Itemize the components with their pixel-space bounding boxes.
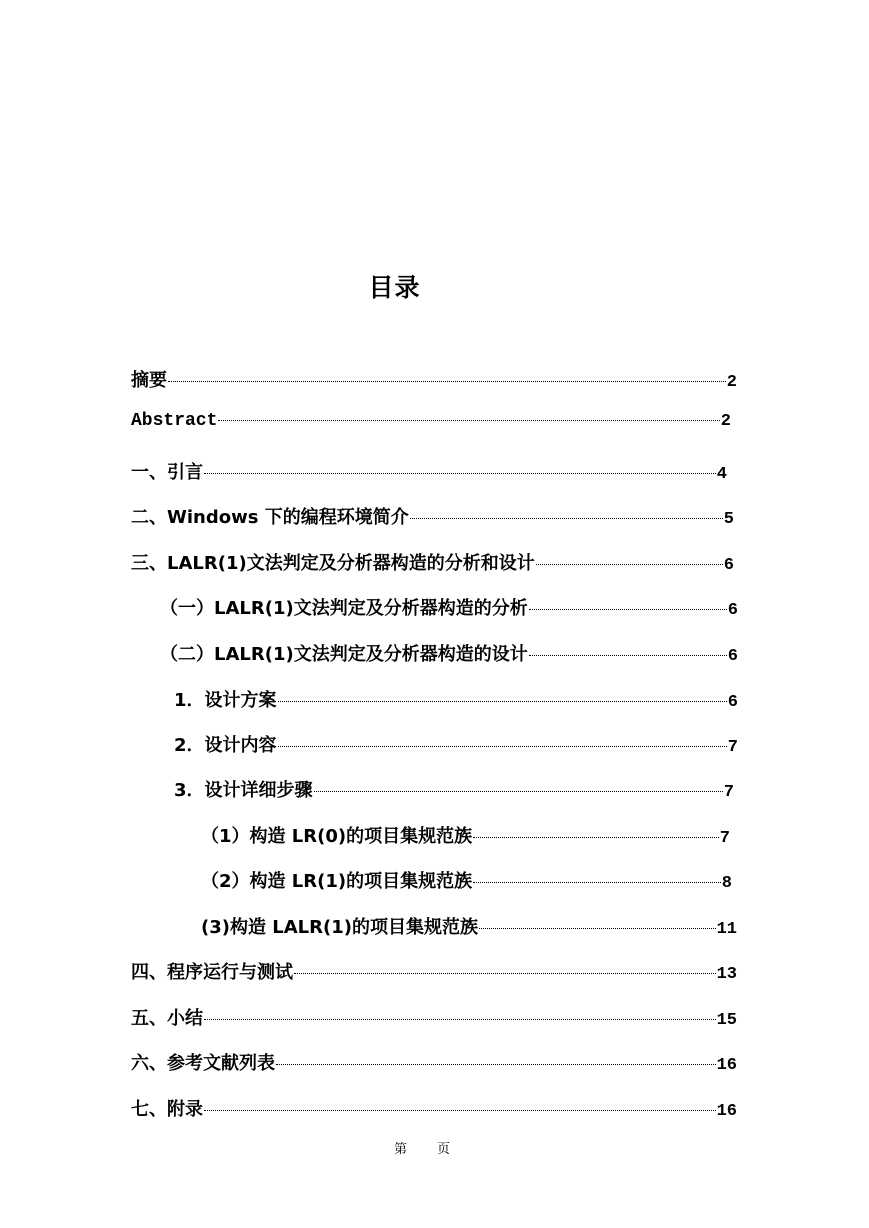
toc-entry-text: 七、附录	[131, 1099, 203, 1120]
footer-left: 第	[394, 1142, 408, 1157]
toc-entry-references[interactable]	[131, 1049, 737, 1075]
dot-leader	[314, 791, 723, 792]
toc-entry-text: 一、引言	[131, 462, 203, 483]
toc-entry-text: 六、参考文献列表	[131, 1053, 275, 1074]
dot-leader	[278, 701, 727, 702]
toc-entry-design-steps[interactable]	[174, 776, 734, 802]
dot-leader	[204, 473, 716, 474]
toc-entry-text: 三、LALR(1)文法判定及分析器构造的分析和设计	[131, 553, 535, 574]
toc-entry-text: 二、Windows 下的编程环境简介	[131, 507, 409, 528]
toc-entry-page: 7	[719, 829, 730, 848]
toc-entry-page: 4	[716, 465, 727, 484]
toc-entry-page: 5	[723, 510, 734, 529]
toc-entry-text: （2）构造 LR(1)的项目集规范族	[201, 871, 473, 892]
toc-entry-page: 6	[727, 647, 738, 666]
toc-entry-page: 7	[727, 738, 738, 757]
toc-entry-lalr1[interactable]	[201, 913, 737, 939]
toc-entry-page: 16	[716, 1102, 737, 1121]
page-footer	[394, 1138, 450, 1157]
toc-entry-appendix[interactable]	[131, 1095, 737, 1121]
toc-entry-text: （二）LALR(1)文法判定及分析器构造的设计	[160, 644, 528, 665]
dot-leader	[473, 882, 721, 883]
dot-leader	[529, 609, 727, 610]
toc-entry-design-content[interactable]	[174, 731, 738, 757]
toc-entry-text: 摘要	[131, 370, 167, 391]
toc-entry-page: 2	[720, 412, 731, 431]
toc-entry-page: 11	[716, 920, 737, 939]
toc-entry-text: 1．设计方案	[174, 690, 277, 711]
toc-entry-page: 8	[721, 874, 732, 893]
dot-leader	[294, 973, 716, 974]
footer-right: 页	[437, 1142, 451, 1157]
dot-leader	[529, 655, 727, 656]
toc-entry-text: (3)构造 LALR(1)的项目集规范族	[201, 917, 478, 938]
dot-leader	[410, 518, 723, 519]
toc-entry-page: 15	[716, 1011, 737, 1030]
toc-entry-design[interactable]	[160, 640, 738, 666]
toc-entry-page: 2	[726, 373, 737, 392]
toc-entry-testing[interactable]	[131, 958, 737, 984]
toc-entry-lr0[interactable]	[201, 822, 730, 848]
toc-entry-summary[interactable]	[131, 1004, 737, 1030]
dot-leader	[276, 1064, 716, 1065]
toc-entry-abstract-en[interactable]	[131, 411, 731, 437]
dot-leader	[278, 746, 727, 747]
toc-entry-page: 6	[727, 601, 738, 620]
toc-entry-text: 3．设计详细步骤	[174, 780, 313, 801]
toc-entry-analysis-design[interactable]	[131, 549, 734, 575]
dot-leader	[479, 928, 716, 929]
toc-entry-page: 6	[723, 556, 734, 575]
toc-entry-environment[interactable]	[131, 503, 734, 529]
toc-entry-analysis[interactable]	[160, 594, 738, 620]
toc-entry-page: 13	[716, 965, 737, 984]
toc-entry-abstract-cn[interactable]	[131, 366, 737, 392]
toc-entry-design-plan[interactable]	[174, 686, 738, 712]
toc-entry-text: （一）LALR(1)文法判定及分析器构造的分析	[160, 598, 528, 619]
dot-leader	[536, 564, 723, 565]
toc-entry-page: 6	[727, 693, 738, 712]
toc-title: 目录	[368, 273, 421, 302]
toc-entry-introduction[interactable]	[131, 458, 727, 484]
dot-leader	[204, 1019, 716, 1020]
dot-leader	[168, 381, 726, 382]
dot-leader	[473, 837, 719, 838]
toc-entry-text: 四、程序运行与测试	[131, 962, 293, 983]
toc-entry-text: （1）构造 LR(0)的项目集规范族	[201, 826, 473, 847]
toc-entry-lr1[interactable]	[201, 867, 732, 893]
dot-leader	[204, 1110, 716, 1111]
toc-entry-text: 2．设计内容	[174, 735, 277, 756]
toc-entry-page: 16	[716, 1056, 737, 1075]
toc-entry-text: 五、小结	[131, 1008, 203, 1029]
dot-leader	[218, 420, 719, 421]
toc-entry-text: Abstract	[131, 411, 218, 431]
toc-entry-page: 7	[723, 783, 734, 802]
